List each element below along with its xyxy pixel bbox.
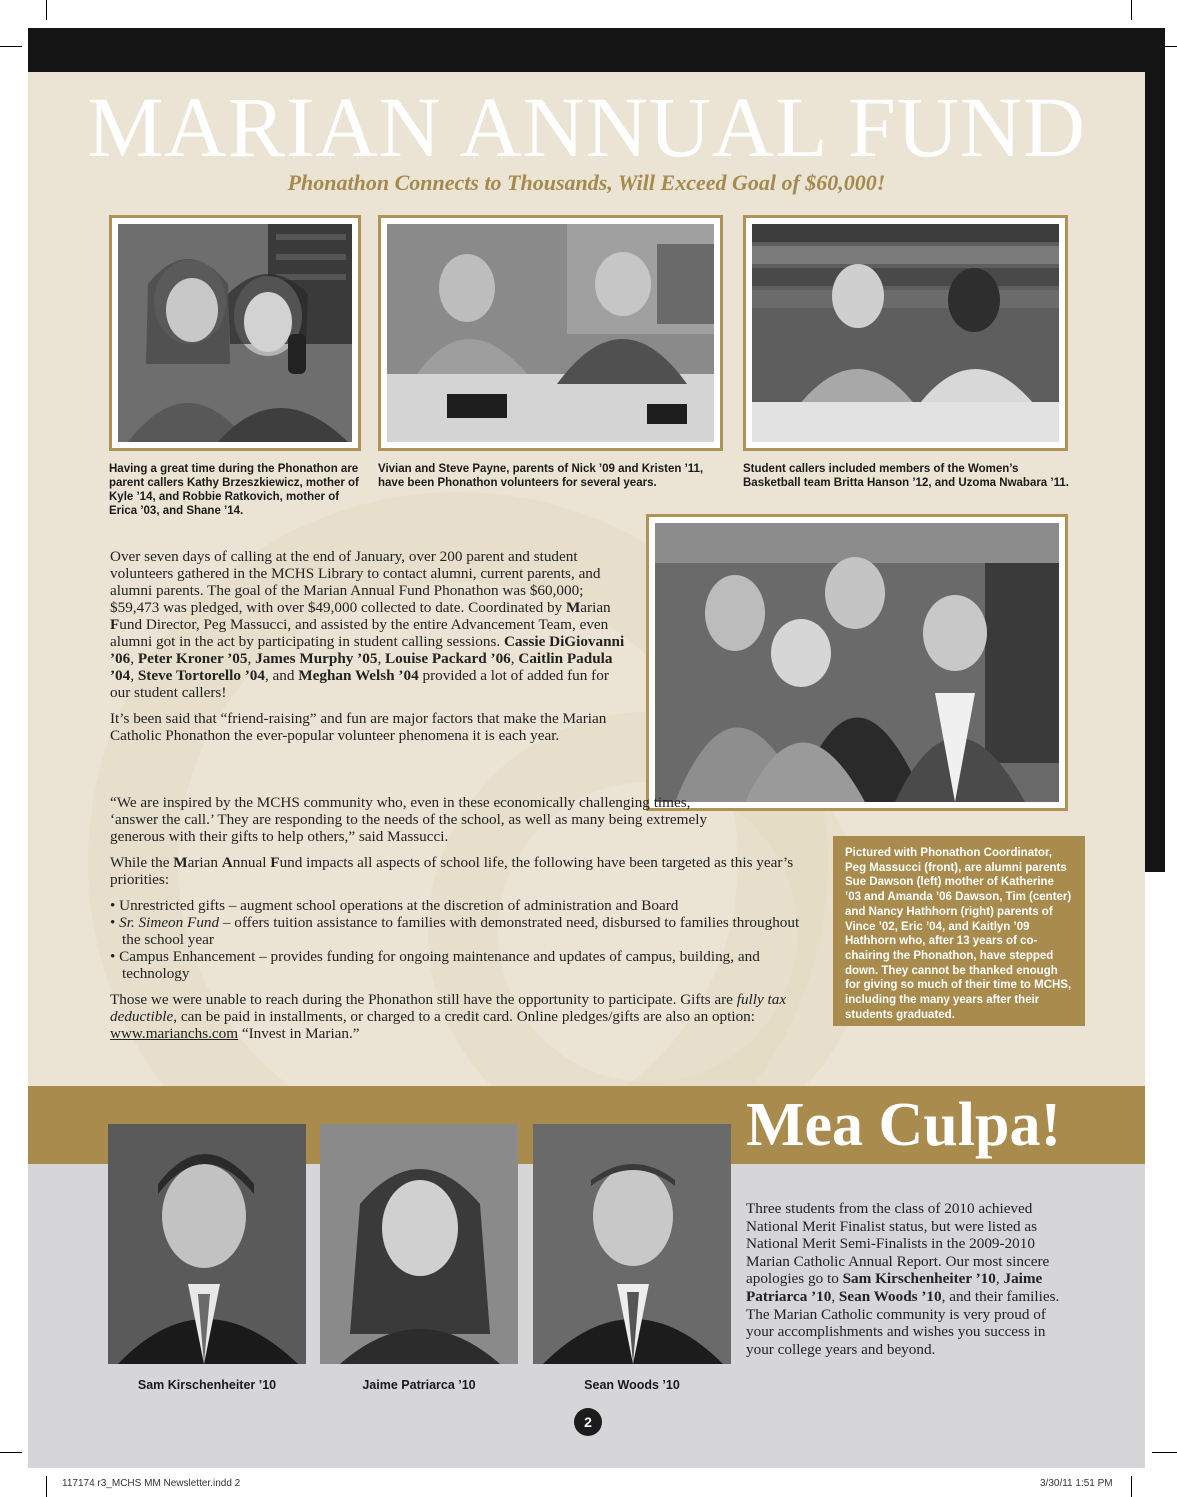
mea-culpa-text: Three students from the class of 2010 achieved National Merit Finalist status, but were listed as National Merit Semi-Finalists in the 2009-2010 Marian Catholic Annual Report. Our most sincere apologies go to Sam Kirschenheiter ’10, Jaime Patriarca ’10, Sean Woods ’10, and their families. The Marian Catholic community is very proud of your accomplishments and wishes you success in your college years and beyond. [746,1200,1060,1358]
article-body-top [110,548,632,753]
alumni-name: Louise Packard ’06 [385,650,511,667]
list-item: • Campus Enhancement – provides funding for ongoing maintenance and updates of campus, building, and technology [110,948,760,982]
article-paragraph-1: Over seven days of calling at the end of January, over 200 parent and student volunteers gathered in the MCHS Library to contact alumni, current parents, and alumni parents. The goal of the Marian Annual Fund Phonathon was $60,000; $59,473 was pledged, with over $49,000 collected to date. Coordinated by Marian Fund Director, Peg Massucci, and assisted by the entire Advancement Team, even alumni got in the act by participating in student calling sessions. Cassie DiGiovanni ’06, Peter Kroner ’05, James Murphy ’05, Louise Packard ’06, Caitlin Padula ’04, Steve Tortorello ’04, and Meghan Welsh ’04 provided a lot of added fun for our student callers! [110,548,625,701]
photo-parent-callers [118,224,352,442]
top-bar [28,28,1165,72]
article-paragraph-3: “We are inspired by the MCHS community who, even in these economically challenging times, ‘answer the call.’ They are responding to the needs of the school, as well as many being extremely generous with their gifts to help others,” said Massucci. [110,794,708,845]
footer-date-slug: 3/30/11 1:51 PM [1040,1478,1113,1489]
right-edge-bar [1145,72,1165,872]
priority-list [110,897,810,982]
website-link[interactable]: www.marianchs.com [110,1025,239,1042]
crop-mark [1131,1476,1132,1497]
crop-mark [0,46,22,47]
portrait-sam [108,1124,306,1364]
alumni-name: Peter Kroner ’05 [137,650,248,667]
page-subtitle: Phonathon Connects to Thousands, Will Exceed Goal of $60,000! [287,170,886,195]
alumni-name: Steve Tortorello ’04 [137,667,265,684]
crop-mark [0,1452,22,1453]
sidebar-caption-box: Pictured with Phonathon Coordinator, Peg Massucci (front), are alumni parents Sue Dawson (left) mother of Katherine ’03 and Amanda ’06 Dawson, Tim (center) and Nancy Hathhorn (right) parents of Vince ’02, Eric ’04, and Kaitlyn ’09 Hathhorn who, after 13 years of co-chairing the Phonathon, have stepped down. They cannot be thanked enough for giving so much of their time to MCHS, including the many years after their students graduated. [833,836,1085,1026]
crop-mark [1152,1452,1177,1453]
photo-frame-1 [109,215,361,451]
alumni-name: James Murphy ’05 [255,650,378,667]
article-paragraph-4: While the Marian Annual Fund impacts all aspects of school life, the following have been targeted as this year’s priorities: [110,854,794,888]
photo-student-callers [752,224,1059,442]
article-body-bottom [110,794,810,1051]
portrait-caption-1: Sam Kirschenheiter ’10 [137,1378,277,1392]
portrait-caption-2: Jaime Patriarca ’10 [362,1378,476,1392]
photo-phonathon-coordinators [655,523,1059,802]
page-title: MARIAN ANNUAL FUND [86,79,1087,175]
crop-mark [1131,0,1132,20]
page-number: 2 [574,1408,602,1436]
portrait-caption-3: Sean Woods ’10 [584,1378,680,1392]
photo-payne-volunteers [387,224,714,442]
mea-culpa-title: Mea Culpa! [746,1091,1062,1159]
alumni-name: Meghan Welsh ’04 [298,667,419,684]
alumni-name: Caitlin Padula ’04 [110,650,613,684]
article-paragraph-5: Those we were unable to reach during the Phonathon still have the opportunity to participate. Gifts are fully tax deductible, can be paid in installments, or charged to a credit card. Online pledges/gifts are also an option: www.marianchs.com “Invest in Marian.” [110,991,787,1042]
photo-frame-3 [743,215,1068,451]
alumni-name: Cassie DiGiovanni ’06 [110,633,625,667]
portrait-jaime [320,1124,518,1364]
photo-caption-3: Student callers included members of the Women’s Basketball team Britta Hanson ’12, and Uzoma Nwabara ’11. [743,463,1069,489]
crop-mark [46,1476,47,1497]
portrait-sean [533,1124,731,1364]
photo-frame-2 [378,215,723,451]
photo-frame-4 [646,514,1068,811]
photo-caption-1: Having a great time during the Phonathon are parent callers Kathy Brzeszkiewicz, mother of Kyle ’14, and Robbie Ratkovich, mother of Erica ’03, and Shane ’14. [109,463,359,517]
crop-mark [46,0,47,20]
photo-caption-2: Vivian and Steve Payne, parents of Nick ’09 and Kristen ’11, have been Phonathon volunteers for several years. [378,463,704,489]
footer-file-slug: 117174 r3_MCHS MM Newsletter.indd 2 [62,1478,241,1489]
list-item: • Sr. Simeon Fund – offers tuition assistance to families with demonstrated need, disbursed to families throughout the school year [110,914,800,948]
list-item: • Unrestricted gifts – augment school operations at the discretion of administration and Board [110,897,679,914]
article-paragraph-2: It’s been said that “friend-raising” and fun are major factors that make the Marian Catholic Phonathon the ever-popular volunteer phenomena it is each year. [110,710,607,744]
